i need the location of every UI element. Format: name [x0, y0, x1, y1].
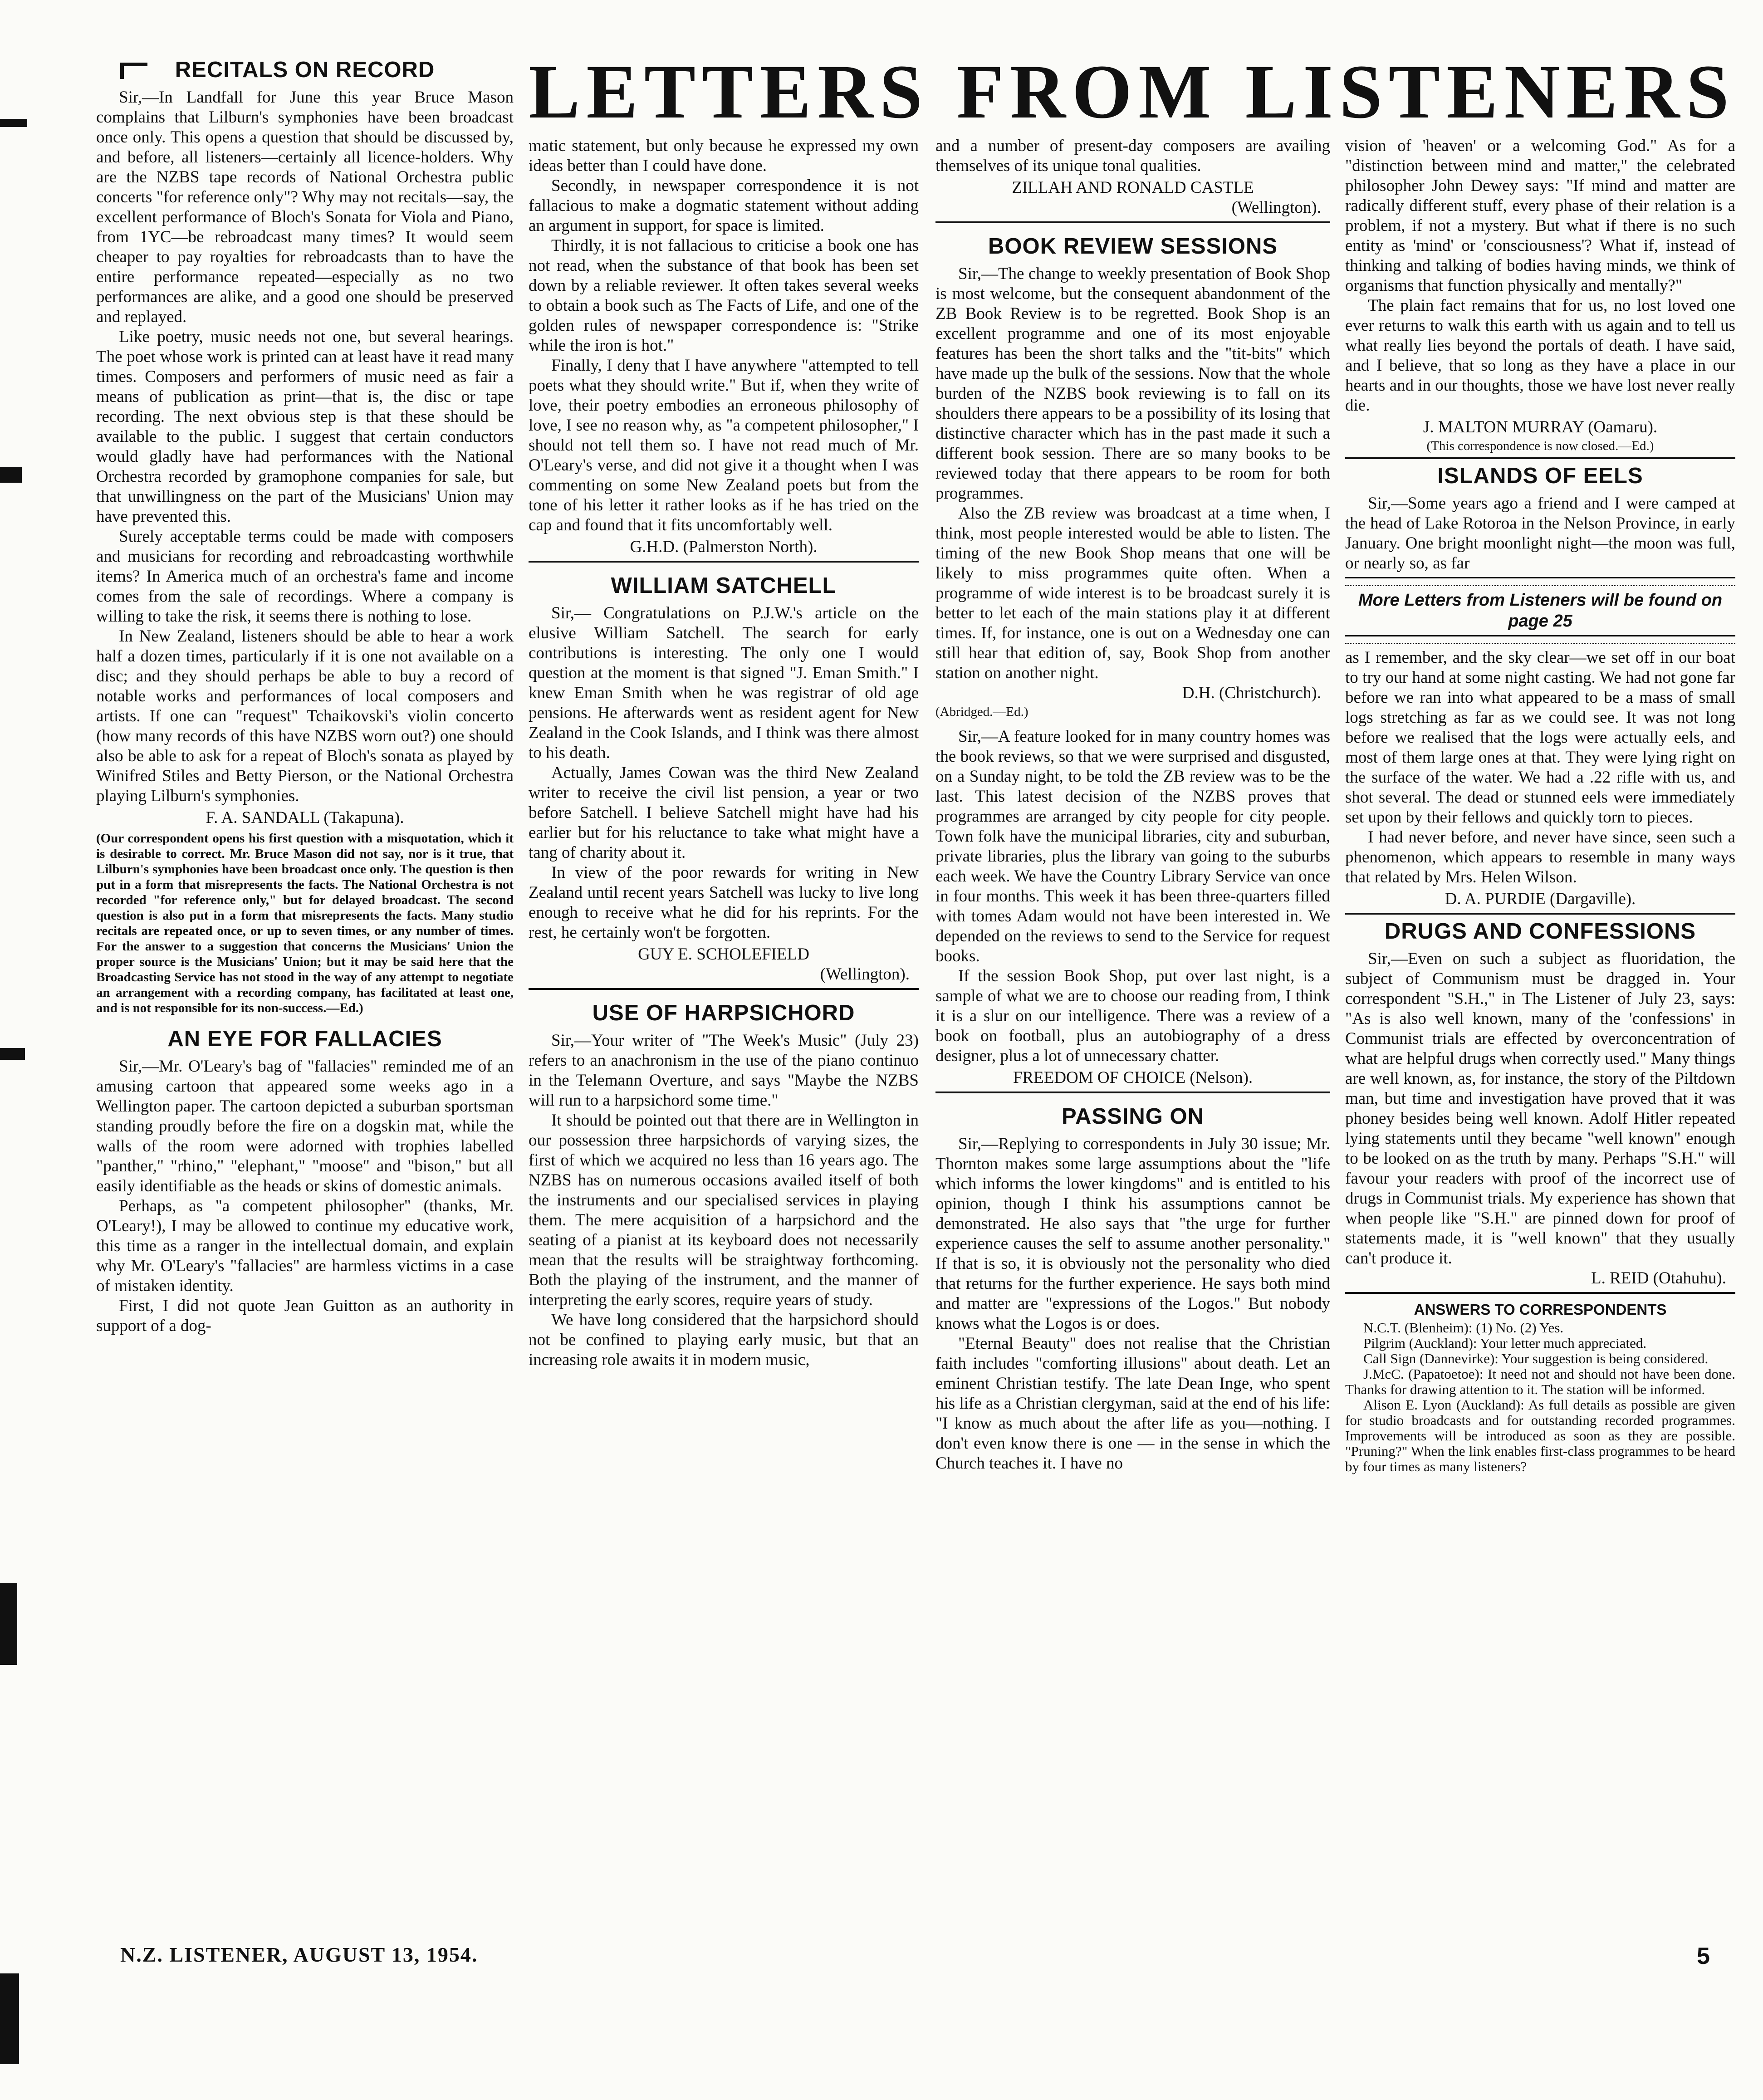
banner-word: LISTENERS — [1245, 49, 1735, 134]
paragraph: Thirdly, it is not fallacious to criticise a book one has not read, when the substance of that book has been set down by a reliable reviewer. It often takes several weeks to obtain a book such as The Facts of Life, and one of the golden rules of newspaper correspondence is: "Strike while the iron is hot." — [529, 236, 919, 355]
scan-mark — [0, 1048, 25, 1060]
divider — [935, 221, 1330, 223]
signature: D.H. (Christchurch). — [1182, 684, 1321, 702]
continuation-notice: More Letters from Listeners will be found on page 25 — [1358, 591, 1723, 631]
section-heading: ISLANDS OF EELS — [1437, 464, 1643, 488]
page-number: 5 — [1697, 1943, 1710, 1969]
paragraph: and a number of present-day composers are availing themselves of its unique tonal qualities. — [935, 137, 1330, 175]
signature-place: (Wellington). — [1231, 198, 1321, 217]
scan-mark — [0, 1973, 19, 2064]
signature: FREEDOM OF CHOICE (Nelson). — [1013, 1068, 1253, 1087]
paragraph: Sir,— Congratulations on P.J.W.'s article on the elusive William Satchell. The search for early contributions is interesting. The only one I would question at the moment is that signed "J. Eman Smith." I knew Eman Smith when he was registrar of old age pensions. He afterwards went as resident agent for New Zealand in the Cook Islands, and I think was there almost to his death. — [529, 604, 919, 762]
answer-item: N.C.T. (Blenheim): (1) No. (2) Yes. — [1363, 1320, 1564, 1336]
divider — [935, 1092, 1330, 1093]
paragraph: I had never before, and never have since, seen such a phenomenon, which appears to resemble in many ways that related by Mrs. Helen Wilson. — [1345, 828, 1735, 886]
paragraph: Sir,—Replying to correspondents in July 30 issue; Mr. Thornton makes some large assumptions about the "life which informs the lower kingdoms" and is entitled to his opinion, though I think his assumptions cannot be demonstrated. He also says that "the urge for further experience causes the self to assume another personality." If that is so, it is obviously not the personality who died that returns for the further experience. He says both mind and matter are "expressions of the Logos." But nobody knows what the Logos is or does. — [935, 1135, 1330, 1333]
paragraph: First, I did not quote Jean Guitton as an authority in support of a dog- — [96, 1297, 514, 1335]
paragraph: Sir,—Some years ago a friend and I were camped at the head of Lake Rotoroa in the Nelson Province, in early January. One bright moonlight night—the moon was full, or nearly so, as far — [1345, 494, 1735, 573]
signature: J. MALTON MURRAY (Oamaru). — [1423, 418, 1658, 436]
paragraph: If the session Book Shop, put over last night, is a sample of what we are to choose our reading from, I think it is a slur on our intelligence. There was a review of a book on football, plus an autobiography of a dress designer, plus a lot of unnecessary chatter. — [935, 967, 1330, 1065]
divider — [529, 988, 919, 990]
divider — [1345, 913, 1735, 915]
paragraph: Also the ZB review was broadcast at a time when, I think, most people interested would be able to listen. The timing of the new Book Shop means that one will be likely to miss programmes quite often. When a programme of wide interest is to be broadcast surely it is better to let each of the main stations play it at different times. If, for instance, one is out on a Wednesday one can still hear that edition of, say, Book Shop from another station on another night. — [935, 504, 1330, 682]
editor-note: (Abridged.—Ed.) — [935, 705, 1028, 719]
answer-item: Call Sign (Dannevirke): Your suggestion is being considered. — [1363, 1351, 1709, 1366]
editor-note: (This correspondence is now closed.—Ed.) — [1426, 439, 1654, 453]
page-footer: N.Z. LISTENER, AUGUST 13, 1954. — [120, 1943, 478, 1966]
paragraph: Sir,—Mr. O'Leary's bag of "fallacies" reminded me of an amusing cartoon that appeared some weeks ago in a Wellington paper. The cartoon depicted a suburban sportsman standing proudly before the fire on a dogskin mat, while the walls of the room were adorned with trophies labelled "panther," "rhino," "elephant," "moose" and "bison," but all easily identifiable as the heads or skins of domestic animals. — [96, 1057, 514, 1195]
paragraph: Surely acceptable terms could be made with composers and musicians for recording and rebroadcasting worthwhile items? In America much of an orchestra's fame and income comes from the sale of recordings. Where a company is willing to take the risk, it seems there is nothing to lose. — [96, 527, 514, 626]
paragraph: Sir,—The change to weekly presentation of Book Shop is most welcome, but the consequent abandonment of the ZB Book Review is to be regretted. Book Shop is an excellent programme and one of its most enjoyable features has been the short talks and the "tit-bits" which have made up the bulk of the sessions. Now that the whole burden of the NZBS book reviewing is to fall on its shoulders there appears to be a possibility of its losing that distinctive character which has in the past made it such a different book session. There are so many books to be reviewed today that there appears to be room for both programmes. — [935, 264, 1330, 503]
answer-item: Alison E. Lyon (Auckland): As full details as possible are given for studio broadcasts and for outstanding recorded programmes. Improvements will be introduced as soon as they are possible. "Pruning?" When the link enables first-class programmes to be heard by four times as many listeners? — [1345, 1397, 1735, 1474]
column-4 — [1345, 136, 1735, 1474]
page-banner — [529, 51, 1735, 132]
paragraph: Actually, James Cowan was the third New Zealand writer to receive the civil list pension, a year or two before Satchell. I believe Satchell might have had his earlier but for his reluctance to take what might have a tang of charity about it. — [529, 764, 919, 862]
paragraph: We have long considered that the harpsichord should not be confined to playing early music, but that an increasing role awaits it in modern music, — [529, 1311, 919, 1369]
paragraph: In New Zealand, listeners should be able to hear a work half a dozen times, particularly if it is one not available on a disc; and they should perhaps be able to buy a record of notable works and performances of local composers and artists. If one can "request" Tchaikovski's violin concerto (how many records of this have NZBS worn out?) one should also be able to ask for a repeat of Bloch's sonata as played by Winifred Stiles and Betty Pierson, or the National Orchestra playing Lilburn's symphonies. — [96, 627, 514, 805]
column-3 — [935, 136, 1330, 1473]
answer-item: J.McC. (Papatoetoe): It need not and should not have been done. Thanks for drawing attention to it. The station will be informed. — [1345, 1366, 1735, 1397]
signature: F. A. SANDALL (Takapuna). — [206, 808, 404, 827]
signature: GUY E. SCHOLEFIELD — [638, 945, 809, 964]
paragraph: Sir,—A feature looked for in many country homes was the book reviews, so that we were surprised and disgusted, on a Sunday night, to be told the ZB review was to be the last. This latest decision of the NZBS proves that programmes are arranged by city people for city people. Town folk have the municipal libraries, city and suburban, private libraries, plus the library van going to the suburbs each week. We have the Country Library Service van once in four months. This week it has been three-quarters filled with tomes Adam would not have been interested in. We depended on the reviews to send to the Service for request books. — [935, 727, 1330, 965]
paragraph: Sir,—In Landfall for June this year Bruce Mason complains that Lilburn's symphonies have been broadcast once only. This opens a question that should be discussed by, and before, all listeners—certainly all licence-holders. Why are the NZBS tape records of National Orchestra public concerts "for reference only"? Why may not recitals—say, the excellent performance of Bloch's Sonata for Viola and Piano, from 1YC—be rebroadcast many times? It would seem cheaper to pay royalties for rebroadcasts than to have the entire performance repeated—especially as no two performances are alike, and a good one should be preserved and replayed. — [96, 88, 514, 326]
paragraph: as I remember, and the sky clear—we set off in our boat to try our hand at some night casting. We had not gone far before we ran into what appeared to be a mass of small logs stretching as far as we could see. It was not long before we realised that the logs were actually eels, and most of them large ones at that. They were lying right on the surface of the water. We had a .22 rifle with us, and shot several. The dead or stunned eels were immediately set upon by their fellows and quickly torn to pieces. — [1345, 648, 1735, 827]
banner-word: FROM — [956, 49, 1218, 134]
paragraph: Finally, I deny that I have anywhere "attempted to tell poets what they should write." But if, when they write of love, their poetry embodies an erroneous philosophy of love, I see no reason why, as "a competent philosopher," I should not tell them so. I have not read much of Mr. O'Leary's verse, and did not give it a thought when I was commenting on some New Zealand poets but from the tone of his letter it rather looks as if he has tried on the cap and found that it fits uncomfortably well. — [529, 356, 919, 534]
paragraph: It should be pointed out that there are in Wellington in our possession three harpsichords of varying sizes, the first of which we acquired no less than 16 years ago. The NZBS has on numerous occasions availed itself of both the instruments and our specialised services in playing them. The mere acquisition of a harpsichord and the seating of a pianist at its keyboard does not necessarily mean that the results will be straightway forthcoming. Both the playing of the instrument, and the manner of interpreting the early scores, require years of study. — [529, 1111, 919, 1309]
section-heading: BOOK REVIEW SESSIONS — [988, 234, 1278, 259]
paragraph: Secondly, in newspaper correspondence it is not fallacious to make a dogmatic statement without adding an argument in support, for space is limited. — [529, 176, 919, 235]
signature: ZILLAH AND RONALD CASTLE — [1012, 178, 1254, 197]
paragraph: Sir,—Your writer of "The Week's Music" (July 23) refers to an anachronism in the use of the piano continuo in the Telemann Overture, and says "Maybe the NZBS will run to a harpsichord some time." — [529, 1031, 919, 1110]
column-1 — [96, 52, 514, 1336]
scan-mark — [0, 467, 22, 483]
signature: G.H.D. (Palmerston North). — [630, 538, 818, 556]
paragraph: matic statement, but only because he expressed my own ideas better than I could have done. — [529, 137, 919, 175]
wavy-rule — [1345, 635, 1735, 644]
signature: L. REID (Otahuhu). — [1591, 1269, 1726, 1287]
answers-heading: ANSWERS TO CORRESPONDENTS — [1414, 1301, 1667, 1318]
paragraph: The plain fact remains that for us, no lost loved one ever returns to walk this earth with us again and to tell us what really lies beyond the portals of death. I have said, and I believe, that so long as they have a place in our hearts and in our thoughts, those we have lost never really die. — [1345, 296, 1736, 415]
scan-mark — [0, 1583, 17, 1665]
column-2 — [529, 136, 919, 1370]
divider — [1345, 457, 1735, 459]
paragraph: In view of the poor rewards for writing in New Zealand until recent years Satchell was lucky to live long enough to receive what he did for his reprints. For the rest, he certainly won't be forgotten. — [529, 863, 919, 942]
wavy-rule — [1345, 577, 1735, 586]
scan-mark — [0, 119, 27, 127]
section-heading: AN EYE FOR FALLACIES — [167, 1027, 442, 1051]
section-heading: DRUGS AND CONFESSIONS — [1384, 919, 1696, 944]
signature: D. A. PURDIE (Dargaville). — [1445, 890, 1636, 908]
paragraph: Sir,—Even on such a subject as fluoridation, the subject of Communism must be dragged in. Your correspondent "S.H.," in The Listener of July 23, says: "As is also well known, many of the 'confessions' in Communist trials are effected by overconcentration of what are helpful drugs when correctly used." Many things are well known, as, for instance, the story of the Piltdown man, but time and investigation have proved that it was phoney besides being well known. Adolf Hitler repeated lying statements until they became "well known" enough to be looked on as the truth by many. Perhaps "S.H." will favour your readers with proof of the incorrect use of drugs in Communist trials. My experience has shown that when people like "S.H." are pinned down for proof of statements made, it is "well known" that they usually can't produce it. — [1345, 950, 1735, 1268]
answer-item: Pilgrim (Auckland): Your letter much appreciated. — [1363, 1335, 1647, 1351]
section-heading: USE OF HARPSICHORD — [592, 1001, 855, 1025]
paragraph: Like poetry, music needs not one, but several hearings. The poet whose work is printed can at least have it read many times. Composers and performers of music need as fair a means of publication as print—that is, the disc or tape recording. The next obvious step is that these should be available to the public. I suggest that certain conductors would gladly have had performances with the National Orchestra recorded by gramophone companies for sale, but that unwillingness on the part of the Musicians' Union may have prevented this. — [96, 328, 514, 526]
section-heading: PASSING ON — [1061, 1104, 1205, 1129]
section-heading: WILLIAM SATCHELL — [611, 573, 837, 598]
paragraph: Perhaps, as "a competent philosopher" (thanks, Mr. O'Leary!), I may be allowed to continue my educative work, this time as a ranger in the intellectual domain, and explain why Mr. O'Leary's "fallacies" are harmless victims in a case of mistaken identity. — [96, 1197, 514, 1295]
banner-word: LETTERS — [529, 49, 929, 134]
paragraph: vision of 'heaven' or a welcoming God." As for a "distinction between mind and matter," the celebrated philosopher John Dewey says: "If mind and matter are radically different stuff, every phase of their relation is a problem, if not a mystery. But what if there is no such entity as 'mind' or 'consciousness'? What if, instead of thinking and talking of bodies having minds, we think of organisms that function physically and mentally?" — [1345, 137, 1735, 295]
editor-note: (Our correspondent opens his first question with a misquotation, which it is desirable to correct. Mr. Bruce Mason did not say, nor is it true, that Lilburn's symphonies have been broadcast once only. The question is then put in a form that misrepresents the facts. The National Orchestra is not recorded "for reference only," but for delayed broadcast. The second question is also put in a form that misrepresents the facts. Many studio recitals are repeated once, or up to seven times, or any number of times. For the answer to a suggestion that concerns the Musicians' Union the proper source is the Musicians' Union; but it may be said here that the Broadcasting Service has not stood in the way of any attempt to negotiate an arrangement with a recording company, has facilitated at least one, and is not responsible for its non-success.—Ed.) — [96, 831, 514, 1015]
section-heading: RECITALS ON RECORD — [175, 58, 435, 82]
divider — [1345, 1292, 1735, 1294]
signature-place: (Wellington). — [820, 965, 910, 984]
paragraph: "Eternal Beauty" does not realise that the Christian faith includes "comforting illusions" about death. Let an eminent Christian testify. The late Dean Inge, who spent his life as a Christian clergyman, said at the end of his life: "I know as much about the after life as you—nothing. I don't even know there is one — in the sense in which the Church teaches it. I have no — [935, 1334, 1330, 1473]
divider — [529, 561, 919, 563]
